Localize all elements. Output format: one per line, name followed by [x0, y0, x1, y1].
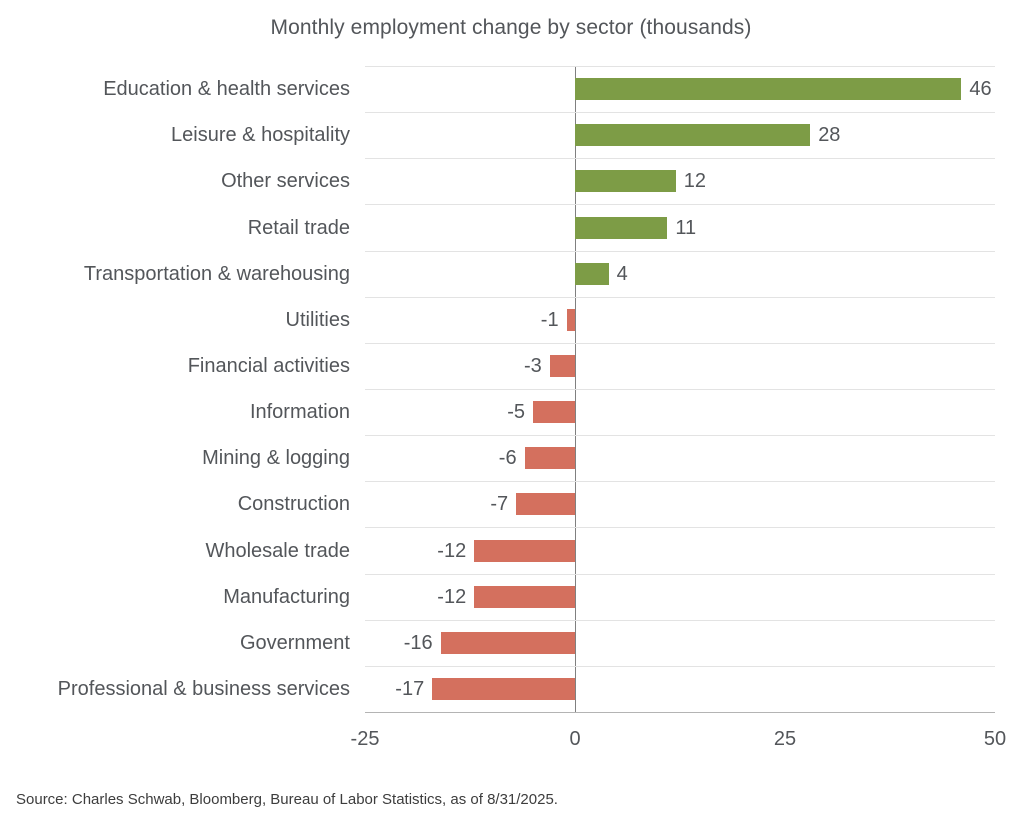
bar-value-label: -5 — [507, 401, 525, 424]
grid-line — [365, 620, 995, 621]
x-tick-label: 0 — [569, 728, 581, 750]
bar — [575, 170, 676, 192]
grid-line — [365, 343, 995, 344]
bar — [550, 355, 575, 377]
bar-value-label: -6 — [498, 447, 517, 470]
category-label: Mining & logging — [202, 447, 350, 470]
grid-line — [365, 204, 995, 205]
category-label: Transportation & warehousing — [83, 262, 350, 285]
bar-value-label: 4 — [616, 262, 628, 285]
x-tick-label: 50 — [983, 728, 1007, 750]
bar — [474, 586, 575, 608]
bar-value-label: 28 — [818, 124, 841, 147]
grid-line — [365, 666, 995, 667]
category-label: Manufacturing — [223, 585, 350, 608]
bar — [575, 217, 667, 239]
grid-line — [365, 251, 995, 252]
grid-line — [365, 527, 995, 528]
chart-title: Monthly employment change by sector (thousands) — [270, 16, 752, 39]
bar — [525, 447, 575, 469]
grid-line — [365, 158, 995, 159]
bar — [432, 678, 575, 700]
category-label: Other services — [221, 170, 350, 193]
plot-area — [365, 66, 995, 712]
bar — [575, 263, 609, 285]
bar — [533, 401, 575, 423]
bar — [516, 493, 575, 515]
grid-line — [365, 297, 995, 298]
bar — [575, 78, 961, 100]
x-axis-line — [365, 712, 995, 713]
category-label: Leisure & hospitality — [171, 124, 350, 147]
bar-value-label: 12 — [683, 170, 707, 193]
bar-value-label: -12 — [437, 585, 467, 608]
category-label: Retail trade — [247, 216, 350, 239]
category-axis-labels — [0, 66, 360, 712]
grid-line — [365, 481, 995, 482]
category-label: Wholesale trade — [205, 539, 350, 562]
grid-line — [365, 435, 995, 436]
bar — [575, 124, 810, 146]
bar — [441, 632, 575, 654]
category-label: Financial activities — [187, 354, 350, 377]
bar-value-label: -7 — [490, 493, 509, 516]
category-label: Professional & business services — [57, 677, 350, 700]
grid-line — [365, 574, 995, 575]
bar-value-label: -16 — [403, 631, 433, 654]
bar — [474, 540, 575, 562]
bar-value-label: 11 — [675, 216, 697, 239]
x-tick-label: 25 — [773, 728, 797, 750]
bar — [567, 309, 575, 331]
grid-line — [365, 112, 995, 113]
source-note: Source: Charles Schwab, Bloomberg, Bureau of Labor Statistics, as of 8/31/2025. — [16, 791, 558, 808]
category-label: Construction — [237, 493, 350, 516]
bar-value-label: -17 — [395, 677, 425, 700]
bar-value-label: -12 — [437, 539, 467, 562]
category-label: Utilities — [285, 308, 350, 331]
bar-value-label: 46 — [969, 78, 992, 101]
bar-value-label: -3 — [524, 354, 542, 377]
x-tick-label: -25 — [350, 728, 380, 750]
grid-line — [365, 389, 995, 390]
bar-value-label: -1 — [540, 308, 559, 331]
category-label: Education & health services — [103, 78, 350, 101]
category-label: Information — [249, 401, 350, 424]
grid-line — [365, 66, 995, 67]
category-label: Government — [239, 631, 350, 654]
